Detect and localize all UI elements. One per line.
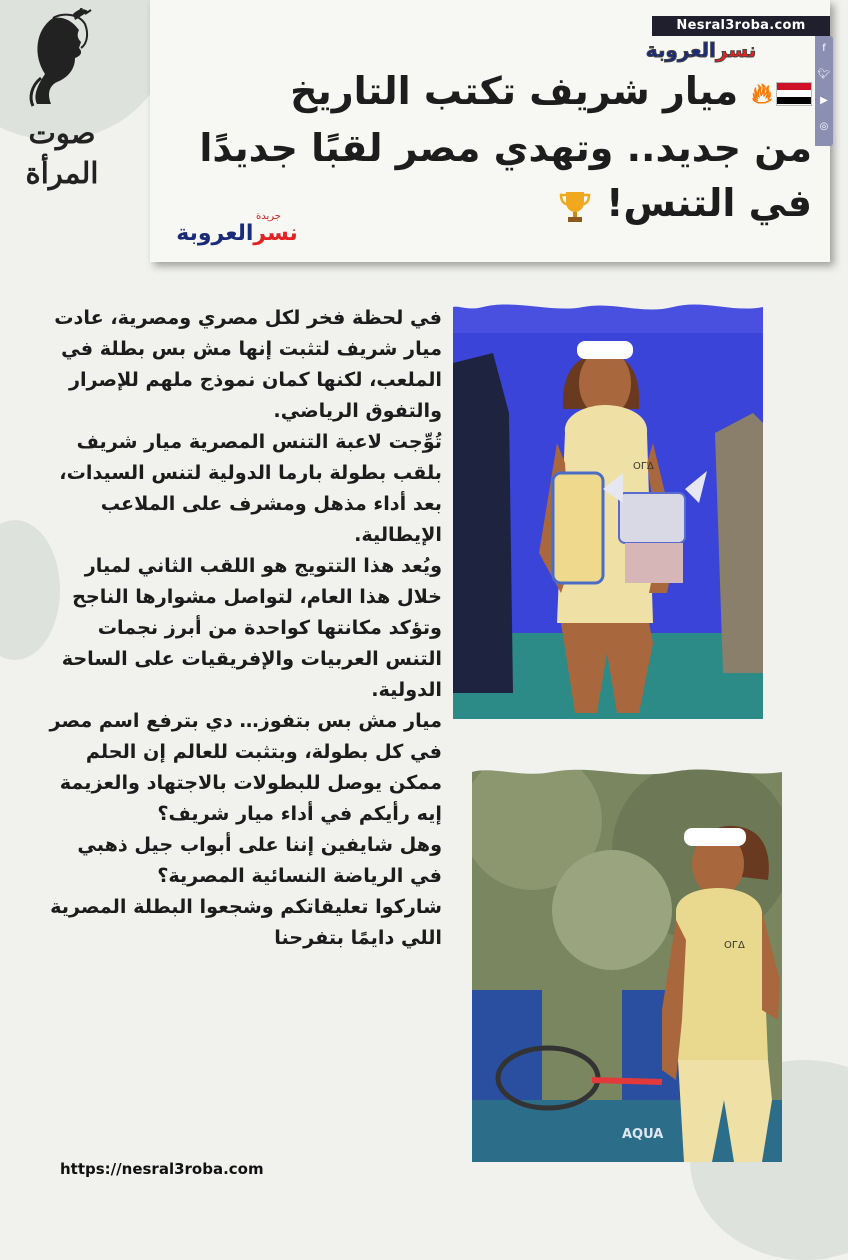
- brand-part2: العروبة: [176, 221, 254, 246]
- social-bar: [815, 36, 833, 146]
- brand-small-part1: نسر: [715, 38, 757, 62]
- headline: [172, 64, 812, 231]
- brand-small-label: جريدة: [256, 211, 281, 222]
- article-paragraph: ويُعد هذا التتويج هو اللقب الثاني لميار خلال هذا العام، لتواصل مشوارها الناجح وتؤكد مكانتها كواحدة من أبرز نجمات التنس العربيات والإفريقيات على الساحة الدولية.: [61, 554, 442, 701]
- outfit-logo: ОГΔ: [724, 940, 745, 951]
- article-paragraph: في لحظة فخر لكل مصري ومصرية، عادت ميار شريف لتثبت إنها مش بس بطلة في الملعب، لكنها كمان نموذج ملهم للإصرار والتفوق الرياضي.: [54, 306, 442, 422]
- site-banner[interactable]: Nesral3roba.com: [652, 16, 830, 36]
- article-paragraph: شاركوا تعليقاتكم وشجعوا البطلة المصرية اللي دايمًا بتفرحنا: [50, 895, 442, 949]
- celebration-photo: [472, 760, 782, 1162]
- article-paragraph: وهل شايفين إننا على أبواب جيل ذهبي في الرياضة النسائية المصرية؟: [77, 833, 442, 887]
- trophy-photo: [453, 293, 763, 719]
- headline-line1: [172, 64, 812, 121]
- twitter-icon[interactable]: 🐦︎: [817, 69, 831, 80]
- fire-icon: 🔥︎: [751, 77, 772, 110]
- trophy-icon: [557, 188, 593, 224]
- woman-profile-icon: [23, 8, 103, 108]
- article-paragraph: تُوِّجت لاعبة التنس المصرية ميار شريف بلقب بطولة بارما الدولية لتنس السيدات، بعد أداء مذهل ومشرف على الملاعب الإيطالية.: [59, 430, 442, 546]
- brand-part1: نسر: [253, 221, 298, 246]
- egypt-flag-icon: [776, 82, 812, 106]
- brand-small-part2: العروبة: [645, 38, 716, 62]
- youtube-icon[interactable]: ▶: [820, 95, 828, 106]
- headline-text-1: ميار شريف تكتب التاريخ: [290, 69, 739, 113]
- article-body: [40, 302, 442, 953]
- instagram-icon[interactable]: ◎: [819, 121, 829, 132]
- footer-url[interactable]: https://nesral3roba.com: [60, 1160, 264, 1178]
- court-banner-text: AQUA: [622, 1127, 664, 1142]
- brand-logo-small: [642, 38, 760, 66]
- side-title-line1: صوت: [28, 116, 96, 150]
- headline-text-3: في التنس!: [606, 181, 812, 225]
- headline-text-2: من جديد.. وتهدي مصر لقبًا جديدًا: [199, 126, 812, 170]
- side-logo: [8, 8, 118, 228]
- facebook-icon[interactable]: f: [822, 43, 826, 54]
- brand-logo: [172, 212, 302, 248]
- side-logo-title: [8, 113, 116, 193]
- side-title-line2: المرأة: [25, 156, 99, 190]
- article-paragraph: إيه رأيكم في أداء ميار شريف؟: [157, 802, 442, 825]
- article-paragraph: ميار مش بس بتفوز… دي بترفع اسم مصر في كل بطولة، وبتثبت للعالم إن الحلم ممكن يوصل للبطولات بالاجتهاد والعزيمة: [49, 709, 442, 794]
- outfit-logo: ОГΔ: [633, 461, 654, 472]
